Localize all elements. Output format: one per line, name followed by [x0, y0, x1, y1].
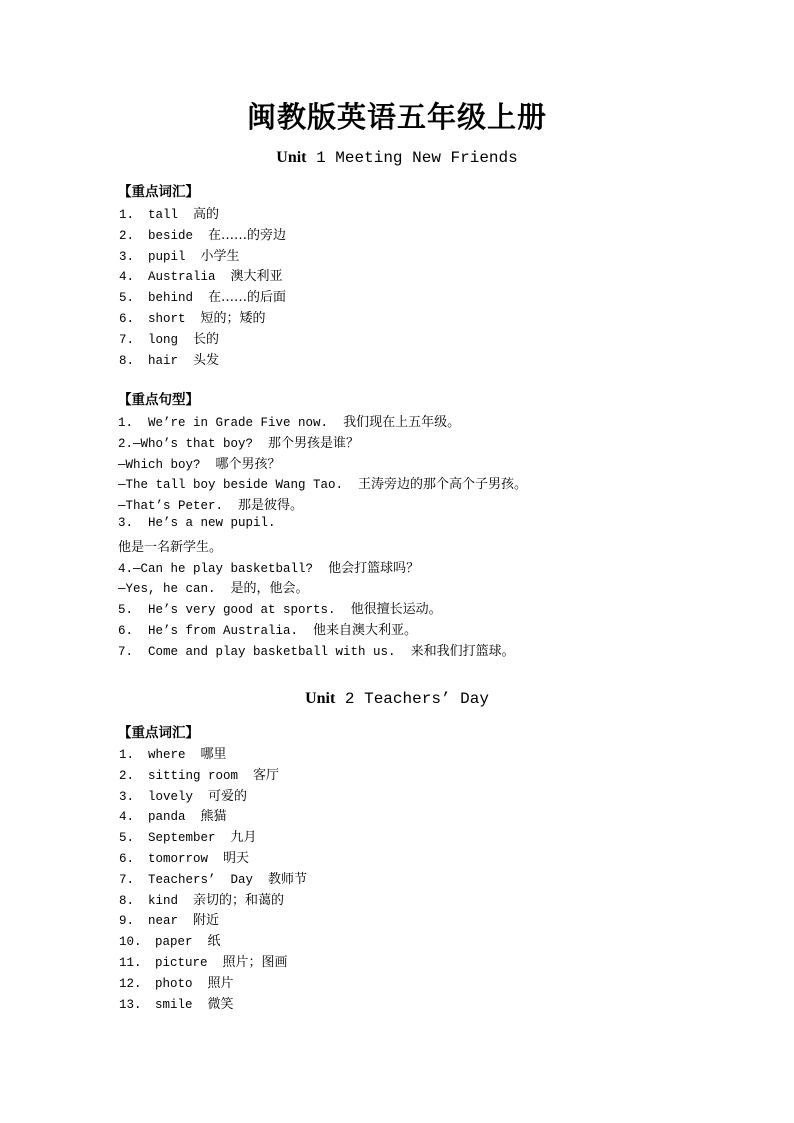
vocab-chinese: 哪里	[200, 747, 227, 762]
sentence-chinese: 他很擅长运动。	[350, 602, 442, 617]
vocab-number: 9.	[119, 914, 135, 929]
vocab-chinese: 明天	[223, 851, 250, 866]
vocab-item	[119, 743, 227, 762]
sentence-chinese: 他来自澳大利亚。	[313, 623, 418, 638]
unit-2-heading-bold: Unit	[305, 690, 336, 707]
vocab-chinese: 在……的旁边	[208, 227, 287, 243]
unit-2-heading	[0, 690, 794, 708]
vocab-item	[119, 224, 286, 243]
vocab-english: picture	[155, 956, 208, 970]
vocab-item	[119, 951, 288, 970]
vocab-number: 12.	[119, 976, 142, 991]
vocab-number: 5.	[119, 831, 135, 846]
vocab-number: 2.	[119, 228, 135, 243]
vocab-number: 6.	[119, 312, 135, 326]
sentence-english: We’re in Grade Five now.	[148, 416, 344, 430]
sentence-number: 2.	[118, 437, 134, 451]
sentence-number: 5.	[118, 603, 149, 617]
sentence-number: 6.	[118, 624, 149, 638]
sentence-line	[118, 432, 359, 451]
vocab-chinese: 可爱的	[208, 788, 248, 804]
unit-1-heading-bold: Unit	[276, 149, 307, 166]
vocab-chinese: 长的	[193, 331, 220, 347]
sentence-chinese: 我们现在上五年级。	[343, 415, 461, 430]
vocab-number: 6.	[119, 852, 135, 866]
vocab-item	[119, 245, 240, 264]
vocab-item	[119, 930, 221, 949]
unit-2-vocab-heading: 【重点词汇】	[118, 725, 199, 741]
vocab-english: September	[148, 831, 216, 846]
vocab-english: Teachers’ Day	[148, 872, 254, 887]
vocab-english: lovely	[148, 789, 194, 804]
vocab-chinese: 照片；图画	[222, 955, 288, 970]
sentence-chinese: 来和我们打篮球。	[410, 644, 515, 659]
vocab-item	[119, 889, 284, 908]
vocab-number: 3.	[119, 789, 135, 804]
vocab-english: long	[148, 332, 179, 347]
sentence-english: —That’s Peter.	[118, 499, 239, 513]
sentence-chinese: 那个男孩是谁？	[268, 436, 360, 451]
sentence-english: —Can he play basketball?	[133, 562, 329, 576]
unit-1-heading-rest: 1 Meeting New Friends	[306, 149, 518, 167]
vocab-english: short	[148, 312, 186, 326]
sentence-line	[118, 473, 527, 492]
vocab-item	[119, 203, 219, 222]
vocab-english: Australia	[148, 270, 216, 285]
sentence-chinese: 那是彼得。	[238, 498, 304, 513]
vocab-english: pupil	[148, 249, 186, 264]
vocab-item	[119, 909, 219, 928]
document-title: 闽教版英语五年级上册	[246, 100, 547, 134]
sentence-chinese: 哪个男孩？	[215, 457, 281, 472]
sentence-chinese: 王涛旁边的那个高个子男孩。	[358, 477, 528, 492]
vocab-number: 3.	[119, 249, 135, 264]
sentence-english: —Who’s that boy?	[133, 437, 269, 451]
vocab-chinese: 客厅	[253, 767, 280, 783]
vocab-chinese: 熊猫	[200, 809, 227, 825]
sentence-english: He’s a new pupil.	[148, 516, 276, 530]
sentence-number: 4.	[118, 562, 134, 576]
vocab-item	[119, 349, 219, 368]
vocab-number: 11.	[119, 956, 142, 970]
sentence-line	[118, 557, 419, 576]
unit-1-vocab-heading: 【重点词汇】	[118, 184, 199, 200]
vocab-item	[119, 826, 257, 845]
vocab-number: 8.	[119, 353, 135, 368]
vocab-english: paper	[155, 935, 193, 950]
vocab-chinese: 头发	[193, 352, 220, 368]
sentence-english: He’s very good at sports.	[148, 603, 351, 617]
vocab-english: where	[148, 748, 186, 762]
vocab-item	[119, 265, 283, 284]
sentence-english: Come and play basketball with us.	[148, 645, 411, 659]
vocab-number: 1.	[119, 208, 135, 222]
sentence-line	[118, 515, 276, 530]
sentence-chinese: 他会打篮球吗？	[328, 561, 420, 576]
vocab-item	[119, 328, 219, 347]
vocab-chinese: 教师节	[268, 871, 308, 887]
vocab-number: 4.	[119, 270, 135, 285]
vocab-chinese: 附近	[193, 913, 220, 929]
vocab-english: sitting room	[148, 768, 239, 783]
vocab-english: behind	[148, 291, 194, 306]
vocab-number: 2.	[119, 768, 135, 783]
sentence-line	[118, 536, 222, 555]
vocab-chinese: 在……的后面	[208, 290, 287, 306]
vocab-item	[119, 286, 286, 305]
sentence-line	[118, 453, 281, 472]
vocab-chinese: 短的；矮的	[200, 311, 266, 326]
vocab-number: 4.	[119, 810, 135, 825]
unit-1-sentences-heading: 【重点句型】	[118, 392, 199, 408]
vocab-item	[119, 993, 234, 1012]
vocab-chinese: 亲切的；和蔼的	[193, 892, 285, 908]
vocab-number: 7.	[119, 332, 135, 347]
sentence-line	[118, 619, 417, 638]
sentence-line	[118, 598, 442, 617]
vocab-chinese: 九月	[230, 830, 257, 846]
vocab-item	[119, 785, 247, 804]
sentence-english: —The tall boy beside Wang Tao.	[118, 478, 359, 492]
vocab-english: hair	[148, 353, 179, 368]
vocab-chinese: 照片	[207, 975, 234, 991]
vocab-english: photo	[155, 976, 193, 991]
vocab-chinese: 澳大利亚	[230, 269, 283, 285]
vocab-number: 8.	[119, 893, 135, 908]
sentence-line	[118, 411, 460, 430]
vocab-item	[119, 805, 227, 824]
vocab-english: kind	[148, 893, 179, 908]
vocab-chinese: 纸	[207, 934, 221, 950]
sentence-number: 7.	[118, 645, 149, 659]
vocab-item	[119, 307, 266, 326]
vocab-item	[119, 868, 307, 887]
vocab-item	[119, 764, 279, 783]
vocab-item	[119, 847, 249, 866]
unit-2-heading-rest: 2 Teachers’ Day	[335, 690, 489, 708]
sentence-line	[118, 640, 515, 659]
vocab-item	[119, 972, 234, 991]
sentence-english: He’s from Australia.	[148, 624, 314, 638]
sentence-english: —Yes, he can.	[118, 582, 231, 596]
vocab-number: 5.	[119, 291, 135, 306]
sentence-line	[118, 494, 303, 513]
sentence-line	[118, 577, 309, 596]
vocab-number: 7.	[119, 872, 135, 887]
vocab-english: smile	[155, 997, 193, 1012]
vocab-english: panda	[148, 810, 186, 825]
vocab-english: beside	[148, 228, 194, 243]
vocab-number: 10.	[119, 935, 142, 950]
sentence-english: —Which boy?	[118, 458, 216, 472]
vocab-number: 1.	[119, 748, 135, 762]
sentence-chinese: 是的，他会。	[230, 581, 309, 596]
vocab-english: tomorrow	[148, 852, 209, 866]
sentence-number: 1.	[118, 416, 149, 430]
sentence-chinese: 他是一名新学生。	[118, 540, 223, 555]
vocab-chinese: 小学生	[200, 248, 240, 264]
vocab-number: 13.	[119, 997, 142, 1012]
vocab-chinese: 微笑	[207, 996, 234, 1012]
vocab-english: near	[148, 914, 179, 929]
sentence-number: 3.	[118, 516, 149, 530]
unit-1-heading	[0, 149, 794, 167]
vocab-chinese: 高的	[193, 207, 220, 222]
vocab-english: tall	[148, 208, 179, 222]
